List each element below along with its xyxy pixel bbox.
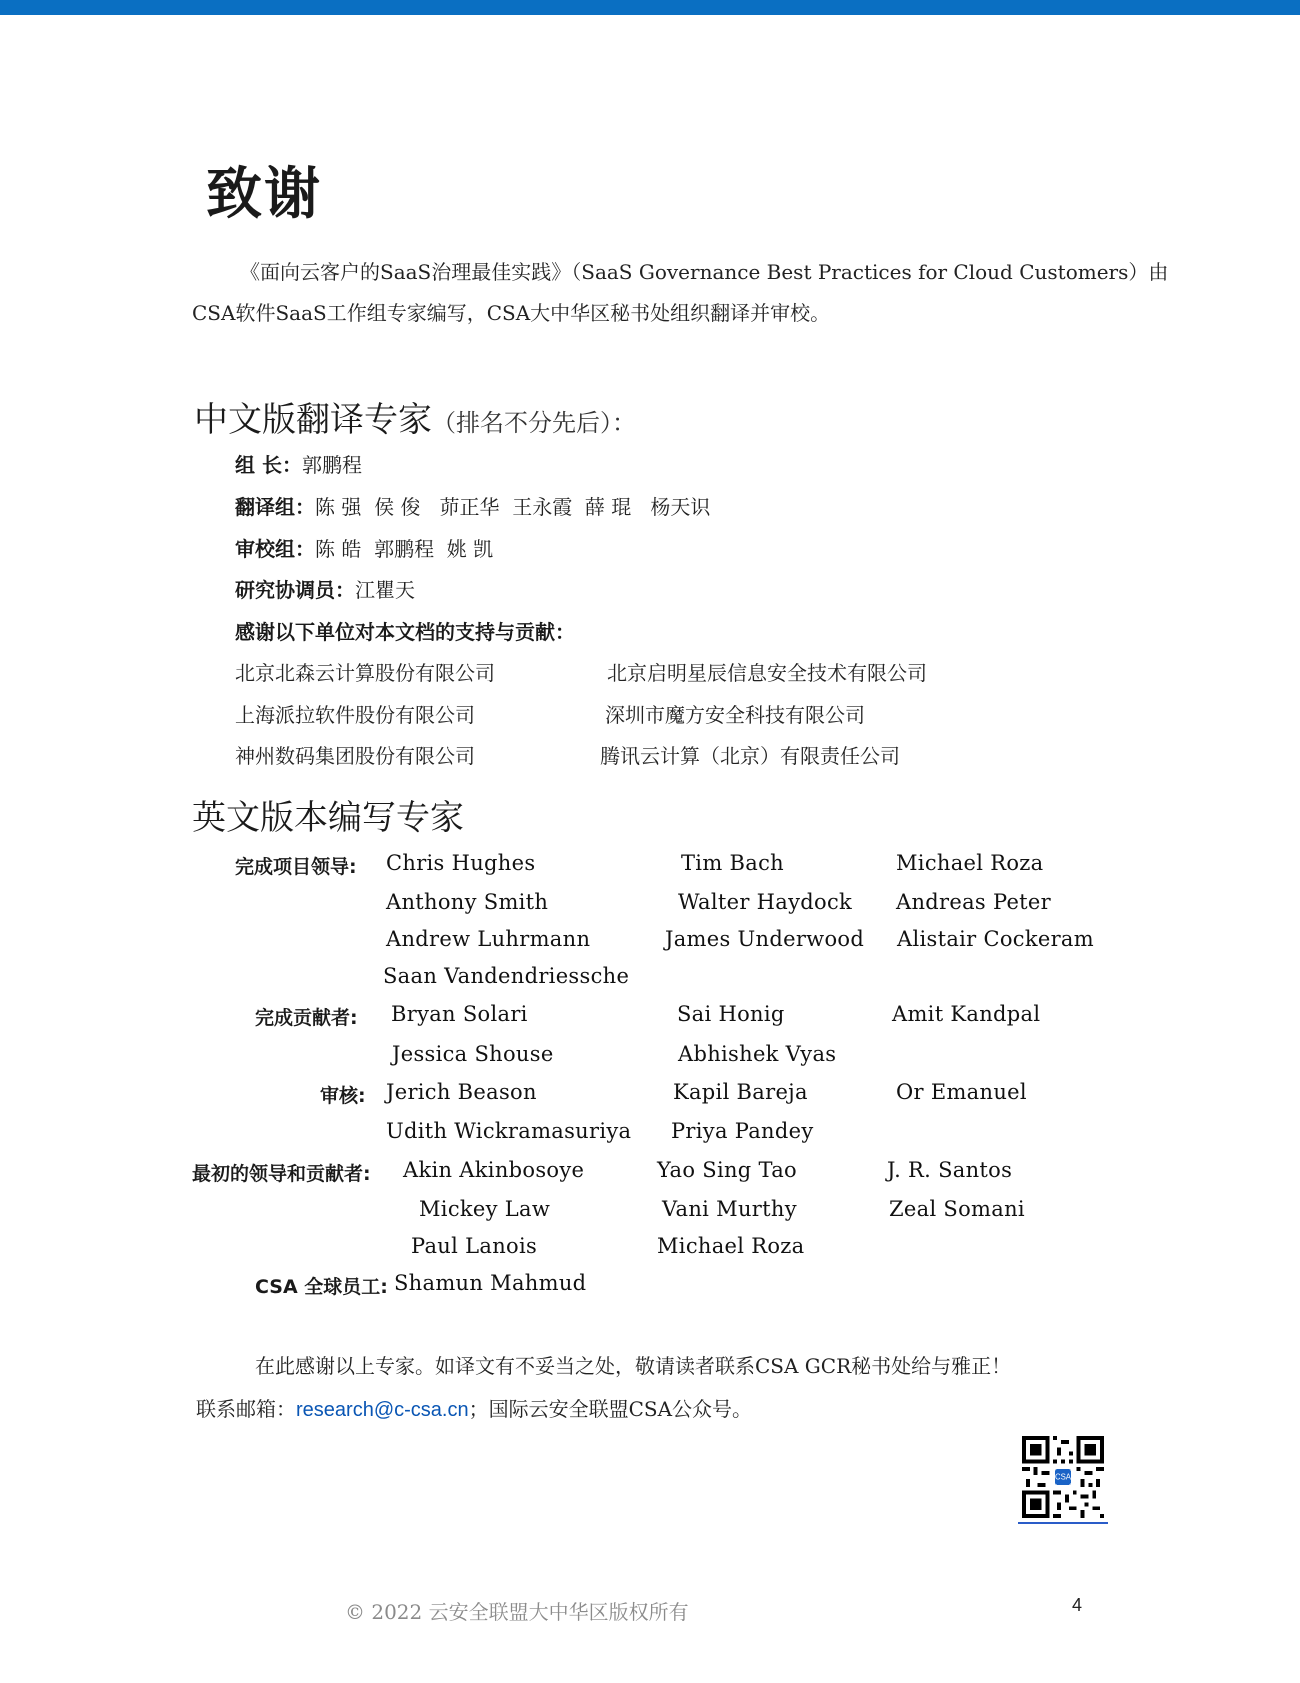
expert-name: Akin Akinbosoye [403,1158,585,1182]
en-experts-heading: 英文版本编写专家 [192,798,464,838]
expert-name: Michael Roza [896,851,1044,875]
expert-name: James Underwood [665,927,865,951]
expert-name: Tim Bach [681,851,784,875]
contact-prefix: 联系邮箱： [196,1397,296,1421]
org-item: 上海派拉软件股份有限公司 [235,703,475,727]
intro-line-2: CSA软件SaaS工作组专家编写，CSA大中华区秘书处组织翻译并审校。 [192,301,831,325]
expert-name: Yao Sing Tao [657,1158,797,1182]
top-accent-bar [0,0,1300,15]
expert-name: Chris Hughes [386,851,536,875]
contrib-label: 完成贡献者: [255,1007,358,1029]
expert-name: Kapil Bareja [673,1080,808,1104]
intro-line-1: 《面向云客户的SaaS治理最佳实践》（SaaS Governance Best Practices for Cloud Customers）由 [240,260,1169,284]
expert-name: Anthony Smith [386,890,549,914]
expert-name: Andreas Peter [896,890,1051,914]
cn-heading-note: （排名不分先后）： [432,409,636,437]
svg-text:CSA: CSA [1054,1472,1072,1482]
expert-name: Amit Kandpal [892,1002,1041,1026]
expert-name: J. R. Santos [887,1158,1013,1182]
contact-line [196,1393,752,1422]
expert-name: Alistair Cockeram [897,927,1094,951]
expert-name: Or Emanuel [896,1080,1027,1104]
coordinator-row [235,574,415,603]
leader-row [235,449,362,478]
translators-row [235,491,710,520]
expert-name: Priya Pandey [671,1119,814,1143]
qr-underline [1018,1522,1108,1524]
org-item: 神州数码集团股份有限公司 [235,744,475,768]
expert-name: Walter Haydock [678,890,853,914]
expert-name: Shamun Mahmud [394,1271,587,1295]
page-number: 4 [1072,1595,1083,1615]
expert-name: Abhishek Vyas [678,1042,837,1066]
initial-label: 最初的领导和贡献者: [192,1163,371,1185]
staff-label: CSA 全球员工: [255,1276,388,1298]
review-label: 审核: [320,1085,366,1107]
reviewers-label: 审校组： [235,537,315,561]
org-item: 腾讯云计算（北京）有限责任公司 [600,744,900,768]
expert-name: Saan Vandendriessche [383,964,630,988]
org-item: 北京启明星辰信息安全技术有限公司 [607,661,927,685]
org-item: 北京北森云计算股份有限公司 [235,661,495,685]
email-link[interactable]: research@c-csa.cn [296,1399,469,1421]
translators-label: 翻译组： [235,495,315,519]
thanks-orgs-label: 感谢以下单位对本文档的支持与贡献： [235,620,575,644]
reviewers-value: 陈 皓 郭鹏程 姚 凯 [315,537,494,561]
page-title: 致谢 [206,162,322,227]
expert-name: Jessica Shouse [392,1042,554,1066]
expert-name: Zeal Somani [889,1197,1025,1221]
qr-code-icon [1022,1436,1104,1518]
expert-name: Bryan Solari [391,1002,528,1026]
leader-value: 郭鹏程 [301,453,362,477]
expert-name: Sai Honig [677,1002,785,1026]
translators-value: 陈 强 侯 俊 茆正华 王永霞 薛 琨 杨天识 [315,495,711,519]
reviewers-row [235,533,493,562]
contact-suffix: ；国际云安全联盟CSA公众号。 [468,1397,753,1421]
expert-name: Vani Murthy [662,1197,797,1221]
expert-name: Michael Roza [657,1234,805,1258]
expert-name: Andrew Luhrmann [386,927,591,951]
expert-name: Jerich Beason [386,1080,537,1104]
closing-thanks: 在此感谢以上专家。如译文有不妥当之处，敬请读者联系CSA GCR秘书处给与雅正！ [255,1354,1012,1378]
org-item: 深圳市魔方安全科技有限公司 [605,703,865,727]
expert-name: Udith Wickramasuriya [386,1119,632,1143]
coordinator-value: 江瞿天 [355,578,415,602]
expert-name: Paul Lanois [411,1234,538,1258]
cn-experts-heading [194,392,636,441]
coordinator-label: 研究协调员： [235,578,355,602]
cn-heading-text: 中文版翻译专家 [194,400,432,440]
expert-name: Mickey Law [419,1197,551,1221]
footer-copyright: © 2022 云安全联盟大中华区版权所有 [345,1600,689,1624]
lead-label: 完成项目领导: [235,856,357,878]
leader-label: 组 长： [235,453,302,477]
